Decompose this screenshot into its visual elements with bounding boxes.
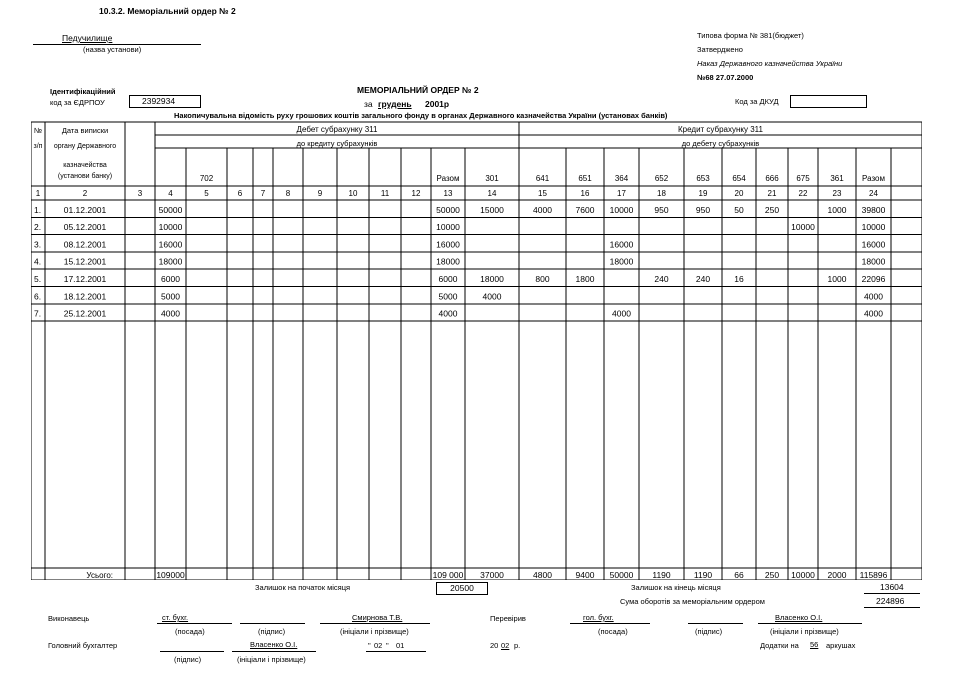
table-cell: 50	[734, 204, 744, 215]
table-cell: 240	[695, 274, 711, 284]
total-cell: 9400	[575, 570, 595, 580]
executor-position-line	[157, 623, 232, 624]
table-cell: 10000	[791, 222, 815, 233]
table-cell: 950	[695, 204, 711, 215]
subaccount-header: 301	[485, 174, 499, 183]
form-line-2: Затверджено	[697, 45, 743, 54]
checker-signature-line	[688, 623, 743, 624]
table-cell: 10000	[436, 222, 460, 233]
total-cell: 109 000	[432, 570, 464, 580]
table-cell: 16	[734, 274, 744, 284]
executor-name: Смирнова Т.В.	[352, 613, 403, 622]
table-cell: 16000	[436, 239, 460, 250]
subaccount-header: Разом	[862, 174, 885, 183]
checker-position-caption: (посада)	[598, 627, 628, 636]
executor-position-caption: (посада)	[175, 627, 205, 636]
table-cell: 4000	[161, 308, 180, 319]
table-cell: 22096	[861, 274, 886, 284]
checker-signature-caption: (підпис)	[695, 627, 723, 636]
executor-position: ст. бухг.	[162, 613, 189, 622]
date-year: 02	[501, 641, 510, 650]
checker-label: Перевірив	[490, 614, 526, 623]
total-cell: 115896	[859, 570, 888, 580]
period-prefix: за	[364, 99, 373, 109]
column-number: 6	[237, 189, 243, 198]
table-cell: 4.	[34, 256, 42, 267]
debit-title: Дебет субрахунку 311	[296, 125, 378, 134]
column-number: 10	[348, 189, 358, 198]
table-cell: 18000	[158, 256, 183, 267]
column-number: 22	[798, 189, 808, 198]
document-title: МЕМОРІАЛЬНИЙ ОРДЕР № 2	[357, 85, 479, 95]
column-number: 13	[443, 189, 453, 198]
table-cell: 240	[654, 274, 669, 284]
column-number: 23	[832, 189, 842, 198]
subaccount-header: 361	[830, 174, 844, 183]
total-cell: 10000	[791, 570, 815, 580]
form-line-4: №68 27.07.2000	[697, 73, 754, 82]
chief-name: Власенко О.І.	[250, 640, 298, 649]
checker-position-line	[570, 623, 650, 624]
table-cell: 1.	[34, 204, 42, 215]
checker-position: гол. бухг.	[583, 613, 614, 622]
attach-suffix: аркушах	[826, 641, 856, 650]
column-number: 1	[35, 189, 41, 198]
table-cell: 17.12.2001	[63, 274, 107, 284]
checker-name-caption: (ініціали і прізвище)	[770, 627, 839, 636]
table-cell: 2.	[34, 222, 42, 233]
table-cell: 5.	[34, 274, 42, 284]
chief-signature-line	[160, 651, 224, 652]
subaccount-header: 364	[614, 174, 629, 183]
dkud-label: Код за ДКУД	[735, 97, 779, 106]
attach-prefix: Додатки на	[760, 641, 799, 650]
subaccount-header: 702	[199, 174, 214, 183]
subaccount-header: Разом	[436, 174, 460, 183]
column-number: 17	[617, 189, 626, 198]
checker-name-line	[758, 623, 862, 624]
ledger-table	[31, 118, 922, 580]
edrpou-field: 2392934	[129, 95, 201, 108]
column-number: 12	[411, 189, 421, 198]
date-close-quote: "	[386, 641, 389, 650]
table-cell: 7.	[34, 308, 42, 319]
total-cell: 109000	[156, 570, 185, 580]
column-number: 2	[82, 189, 88, 198]
edrpou-label-1: Ідентифікаційний	[50, 87, 116, 96]
chief-name-line	[232, 651, 316, 652]
table-cell: 4000	[438, 308, 458, 319]
subaccount-header: 651	[578, 174, 592, 183]
table-cell: 16000	[861, 239, 886, 250]
table-cell: 10000	[861, 222, 886, 233]
column-number: 5	[204, 189, 209, 198]
executor-signature-caption: (підпис)	[258, 627, 286, 636]
table-cell: 16000	[609, 239, 634, 250]
table-cell: 50000	[436, 204, 460, 215]
turnover-label: Сума оборотів за меморіальним ордером	[620, 597, 765, 606]
table-cell: 10000	[609, 204, 634, 215]
form-line-3: Наказ Державного казначейства України	[697, 59, 843, 68]
balance-start-value: 20500	[436, 582, 488, 595]
org-name: Педучилище	[62, 33, 113, 43]
chief-signature-caption: (підпис)	[174, 655, 202, 664]
table-cell: 18000	[609, 256, 634, 267]
table-cell: 5000	[438, 291, 458, 302]
header-number-2: з/п	[33, 143, 43, 150]
executor-name-line	[320, 623, 430, 624]
header-number: №	[33, 126, 43, 135]
date-day: 02	[374, 641, 383, 650]
total-cell: 66	[734, 570, 744, 580]
total-cell: 1190	[652, 570, 671, 580]
header-date-4: (установи банку)	[57, 173, 113, 180]
date-month: 01	[396, 641, 405, 650]
table-cell: 4000	[612, 308, 631, 319]
date-year-prefix: 20	[490, 641, 499, 650]
column-number: 14	[487, 189, 497, 198]
table-cell: 6.	[34, 291, 42, 302]
balance-start-label: Залишок на початок місяця	[255, 583, 351, 592]
table-cell: 4000	[482, 291, 502, 302]
total-cell: 50000	[609, 570, 634, 580]
date-open-quote: "	[368, 641, 371, 650]
column-number: 8	[285, 189, 291, 198]
attach-count: 56	[810, 640, 819, 649]
column-number: 7	[260, 189, 266, 198]
table-cell: 800	[535, 274, 550, 284]
total-cell: 250	[764, 570, 780, 580]
total-cell: 37000	[480, 570, 504, 580]
table-cell: 5000	[161, 291, 180, 302]
date-year-suffix: р.	[514, 641, 521, 650]
checker-name: Власенко О.І.	[775, 613, 823, 622]
period-month: грудень	[378, 99, 412, 109]
date-line	[366, 651, 426, 652]
turnover-underline	[864, 607, 920, 608]
page-caption: 10.3.2. Меморіальний ордер № 2	[99, 6, 236, 16]
column-number: 11	[380, 189, 390, 198]
chief-label: Головний бухгалтер	[48, 641, 118, 650]
column-number: 16	[580, 189, 590, 198]
subtitle: Накопичувальна відомість руху грошових коштів загального фонду в органах Державного казначейства України (установах банків)	[174, 111, 668, 120]
executor-name-caption: (ініціали і прізвище)	[340, 627, 409, 636]
table-cell: 50000	[158, 204, 183, 215]
column-number: 15	[538, 189, 547, 198]
total-label: Усього:	[86, 571, 113, 580]
balance-end-label: Залишок на кінець місяця	[631, 583, 721, 592]
total-cell: 4800	[533, 570, 552, 580]
table-cell: 15000	[480, 204, 504, 215]
table-cell: 16000	[158, 239, 183, 250]
table-cell: 39800	[861, 204, 886, 215]
column-number: 3	[137, 189, 143, 198]
debit-subtitle: до кредиту субрахунків	[296, 139, 378, 148]
total-cell: 2000	[827, 570, 847, 580]
subaccount-header: 641	[535, 174, 550, 183]
period-year: 2001р	[425, 99, 450, 109]
column-number: 21	[767, 189, 777, 198]
subaccount-header: 652	[654, 174, 669, 183]
table-cell: 1000	[827, 204, 847, 215]
subaccount-header: 666	[765, 174, 779, 183]
credit-title: Кредит субрахунку 311	[678, 125, 763, 134]
subaccount-header: 654	[732, 174, 746, 183]
table-cell: 25.12.2001	[63, 308, 107, 319]
balance-end-underline	[864, 593, 920, 594]
total-cell: 1190	[693, 570, 713, 580]
balance-end-value: 13604	[880, 582, 904, 592]
table-cell: 18000	[861, 256, 886, 267]
table-cell: 18000	[436, 256, 460, 267]
header-date-3: казначейства	[63, 162, 107, 169]
table-cell: 4000	[864, 308, 883, 319]
column-number: 19	[698, 189, 708, 198]
form-line-1: Типова форма № 381(бюджет)	[697, 31, 804, 40]
credit-subtitle: до дебету субрахунків	[681, 139, 760, 148]
chief-name-caption: (ініціали і прізвище)	[237, 655, 306, 664]
table-cell: 950	[654, 204, 669, 215]
table-cell: 15.12.2001	[63, 256, 107, 267]
table-cell: 01.12.2001	[63, 204, 107, 215]
subaccount-header: 675	[796, 174, 810, 183]
column-number: 4	[168, 189, 173, 198]
org-caption: (назва установи)	[83, 45, 142, 54]
table-cell: 7600	[575, 204, 595, 215]
table-cell: 3.	[34, 239, 42, 250]
table-cell: 18000	[480, 274, 504, 284]
table-cell: 1000	[827, 274, 847, 284]
table-cell: 1800	[575, 274, 595, 284]
executor-signature-line	[240, 623, 305, 624]
table-cell: 6000	[161, 274, 180, 284]
column-number: 9	[317, 189, 323, 198]
column-number: 18	[657, 189, 666, 198]
table-cell: 4000	[533, 204, 552, 215]
table-cell: 250	[764, 204, 780, 215]
header-date-1: Дата виписки	[61, 126, 109, 135]
dkud-field	[790, 95, 867, 108]
table-cell: 08.12.2001	[63, 239, 107, 250]
table-cell: 18.12.2001	[63, 291, 107, 302]
table-cell: 6000	[438, 274, 458, 284]
subaccount-header: 653	[696, 174, 710, 183]
table-cell: 05.12.2001	[63, 222, 107, 233]
table-cell: 10000	[158, 222, 183, 233]
turnover-value: 224896	[876, 596, 905, 606]
column-number: 20	[734, 189, 744, 198]
executor-label: Виконавець	[48, 614, 90, 623]
column-number: 24	[869, 189, 878, 198]
header-date-2: органу Державного	[53, 143, 117, 150]
edrpou-label-2: код за ЄДРПОУ	[50, 98, 105, 107]
table-cell: 4000	[864, 291, 883, 302]
